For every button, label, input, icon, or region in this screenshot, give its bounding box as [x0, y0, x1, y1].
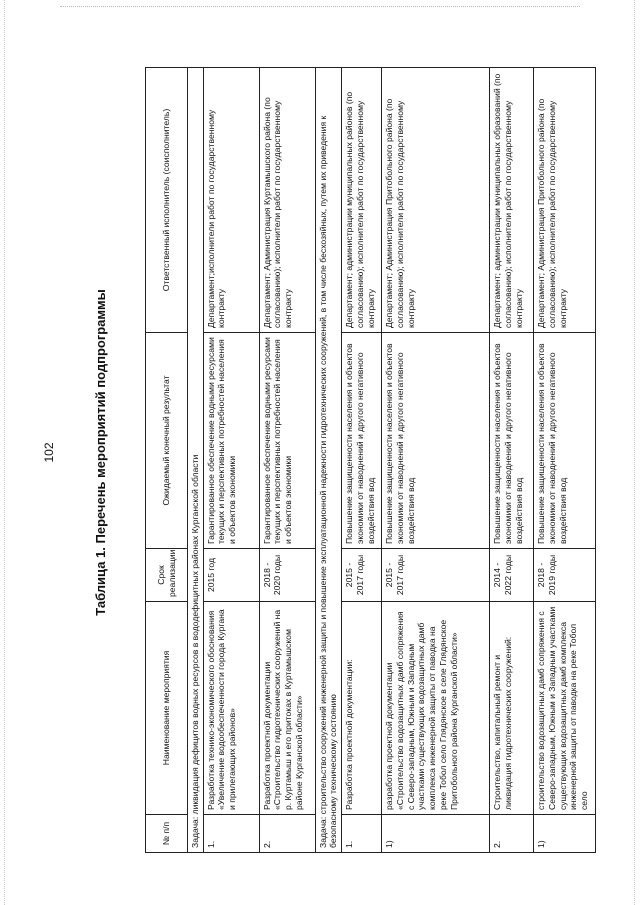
page-title: Таблица 1. Перечень мероприятий подпрограммы [93, 289, 108, 616]
row-num: 1) [534, 815, 596, 853]
row-result: Повышение защищенности населения и объектов экономики от наводнений и другого негативного воздействия вод [382, 333, 490, 549]
table-row [534, 68, 596, 853]
task-text: Задача: ликвидация дефицитов водных ресурсов в вододефицитных районах Курганской области [188, 68, 204, 853]
row-name: Строительство, капитальный ремонт и ликвидация гидротехнических сооружений: [490, 602, 534, 815]
task-text: Задача: строительство сооружений инженерной защиты и повышение эксплуатационной надежности гидротехнических сооружений, в том числе бесхозяйных, путем их приведения к безопасному техническому состоянию [315, 68, 341, 853]
header-result: Ожидаемый конечный результат [146, 333, 188, 549]
row-term: 2014 - 2022 годы [490, 549, 534, 602]
row-name: разработка проектной документации «Строительство водозащитных дамб сопряжения с Северо-западным, Южным и Западным участками существующих водозащитных дамб комплекса инженерной защиты от паводка на реке Тобол село Глядянское в селе Глядянское Притобольного района Курганской области» [382, 602, 490, 815]
row-result: Повышение защищенности населения и объектов экономики от наводнений и другого негативного воздействия вод [534, 333, 596, 549]
row-term: 2015 - 2017 годы [382, 549, 490, 602]
table-row [490, 68, 534, 853]
row-term: 2015 год [203, 549, 259, 602]
row-responsible: Департамент;исполнители работ по государственному контракту [203, 68, 259, 333]
measures-table [145, 67, 596, 853]
row-num: 1. [342, 815, 382, 853]
page-number: 102 [42, 442, 56, 463]
row-name: строительство водозащитных дамб сопряжения с Северо-западным, Южным и Западным участками существующих водозащитных дамб комплекса инженерной защиты от паводка на реке Тобол село [534, 602, 596, 815]
row-term: 2015 - 2017 годы [342, 549, 382, 602]
row-term: 2018 - 2020 годы [259, 549, 315, 602]
table-row [342, 68, 382, 853]
row-result: Гарантированное обеспечение водными ресурсами текущих и перспективных потребностей населения и объектов экономики [203, 333, 259, 549]
header-num: № п/п [146, 815, 188, 853]
table-row [259, 68, 315, 853]
table-row [382, 68, 490, 853]
row-result: Повышение защищенности населения и объектов экономики от наводнений и другого негативного воздействия вод [490, 333, 534, 549]
row-name: Разработка технико-экономического обоснования «Увеличение водообеспеченности города Кургана и прилегающих районов» [203, 602, 259, 815]
row-name: Разработка проектной документации: [342, 602, 382, 815]
row-num: 2. [490, 815, 534, 853]
table-row [203, 68, 259, 853]
row-responsible: Департамент; Администрация Притобольного района (по согласованию); исполнители работ по государственному контракту [534, 68, 596, 333]
table-header-row [146, 68, 188, 853]
row-responsible: Департамент; администрации муниципальных образований (по согласованию); исполнители работ по государственному контракту [490, 68, 534, 333]
row-result: Повышение защищенности населения и объектов экономики от наводнений и другого негативного воздействия вод [342, 333, 382, 549]
row-num: 1) [382, 815, 490, 853]
row-term: 2018 - 2019 годы [534, 549, 596, 602]
row-responsible: Департамент; администрации муниципальных районов (по согласованию); исполнители работ по государственному контракту [342, 68, 382, 333]
row-num: 2. [259, 815, 315, 853]
row-responsible: Департамент; Администрация Куртамышского района (по согласованию); исполнители работ по государственному контракту [259, 68, 315, 333]
header-term: Срок реализации [146, 549, 188, 602]
row-name: Разработка проектной документации «Строительство гидротехнических сооружений на р. Куртамыш и его притоках в Куртамышском районе Курганской области» [259, 602, 315, 815]
header-name: Наименование мероприятия [146, 602, 188, 815]
task-row [188, 68, 204, 853]
task-row [315, 68, 341, 853]
header-responsible: Ответственный исполнитель (соисполнитель) [146, 68, 188, 333]
row-responsible: Департамент; Администрация Притобольного района (по согласованию); исполнители работ по государственному контракту [382, 68, 490, 333]
row-result: Гарантированное обеспечение водными ресурсами текущих и перспективных потребностей населения и объектов экономики [259, 333, 315, 549]
row-num: 1. [203, 815, 259, 853]
